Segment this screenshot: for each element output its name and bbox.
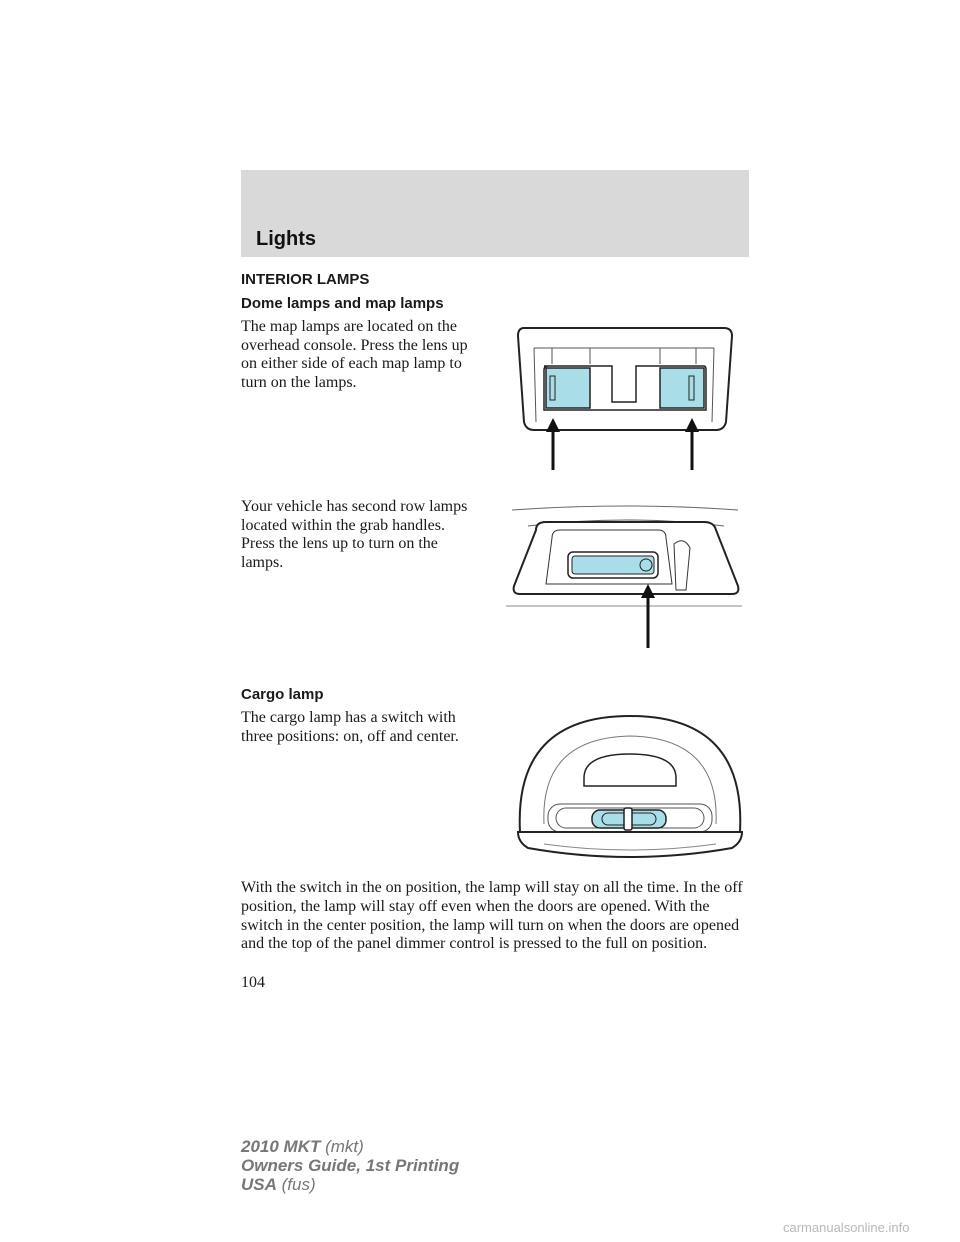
overhead-console-figure: [510, 322, 740, 474]
dome-heading: Dome lamps and map lamps: [241, 295, 444, 312]
header-title: Lights: [256, 228, 316, 250]
left-map-lamp-lens: [546, 368, 590, 408]
footer-model-code: (mkt): [325, 1137, 364, 1156]
switch-knob: [624, 808, 632, 830]
right-map-lamp-lens: [660, 368, 704, 408]
cargo-heading: Cargo lamp: [241, 686, 324, 703]
grab-handle-lamp-figure: [506, 500, 744, 650]
second-row-text: Your vehicle has second row lamps located within the grab handles. Press the lens up to turn on the lamps.: [241, 498, 468, 571]
cargo-lamp-figure: [514, 714, 746, 866]
second-row-lamp-lens: [572, 556, 654, 574]
cargo-body-text: With the switch in the on position, the lamp will stay on all the time. In the off position, the lamp will stay off even when the doors are opened. With the switch in the center position, the lamp will turn on when the doors are opened and the top of the panel dimmer control is pressed to the full on position.: [241, 879, 743, 953]
footer-region: USA: [241, 1175, 277, 1194]
footer-region-code: (fus): [281, 1175, 316, 1194]
page-number: 104: [241, 974, 265, 991]
section-title: INTERIOR LAMPS: [241, 271, 370, 288]
cargo-text: The cargo lamp has a switch with three positions: on, off and center.: [241, 709, 459, 745]
dome-text: The map lamps are located on the overhead console. Press the lens up on either side of each map lamp to turn on the lamps.: [241, 318, 468, 391]
footer: [241, 1137, 459, 1194]
footer-model: 2010 MKT: [241, 1137, 321, 1156]
watermark: carmanualsonline.info: [783, 1220, 910, 1235]
footer-guide: Owners Guide, 1st Printing: [241, 1156, 460, 1175]
section-header-band: [241, 170, 749, 257]
